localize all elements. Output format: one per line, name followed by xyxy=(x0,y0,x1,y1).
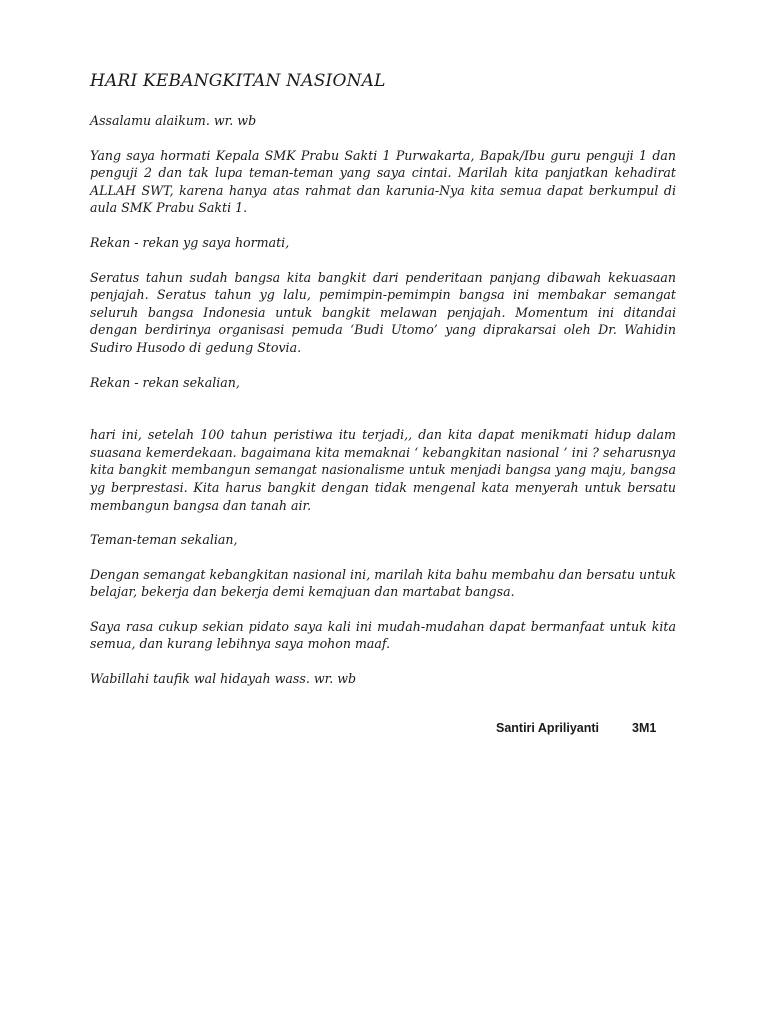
paragraph-address-1: Rekan - rekan yg saya hormati, xyxy=(90,234,290,250)
paragraph-closing: Saya rasa cukup sekian pidato saya kali ini mudah-mudahan dapat bermanfaat untuk kita semua, dan kurang lebihnya saya mohon maaf. xyxy=(90,618,676,652)
paragraph-address-2: Rekan - rekan sekalian, xyxy=(90,374,240,390)
paragraph-farewell: Wabillahi taufik wal hidayah wass. wr. wb xyxy=(90,671,357,687)
paragraph-today: hari ini, setelah 100 tahun peristiwa itu terjadi,, dan kita dapat menikmati hidup dalam suasana kemerdekaan. bagaimana kita memaknai ‘ kebangkitan nasional ’ ini ? seharusnya kita bangkit membangun semangat nasionalisme untuk menjadi bangsa yang maju, bangsa yg berprestasi. Kita harus bangkit dengan tidak mengenal kata menyerah untuk bersatu membangun bangsa dan tanah air. xyxy=(90,427,676,513)
speech-body xyxy=(90,71,676,705)
paragraph-call-to-action: Dengan semangat kebangkitan nasional ini, marilah kita bahu membahu dan bersatu untuk belajar, bekerja dan bekerja demi kemajuan dan martabat bangsa. xyxy=(90,566,676,600)
paragraph-opening: Yang saya hormati Kepala SMK Prabu Sakti 1 Purwakarta, Bapak/Ibu guru penguji 1 dan penguji 2 dan tak lupa teman-teman yang saya cintai. Marilah kita panjatkan kehadirat ALLAH SWT, karena hanya atas rahmat dan karunia-Nya kita semua dapat berkumpul di aula SMK Prabu Sakti 1. xyxy=(90,147,676,216)
paragraph-address-3: Teman-teman sekalian, xyxy=(90,532,238,548)
signature-class: 3M1 xyxy=(632,721,657,735)
paragraph-history: Seratus tahun sudah bangsa kita bangkit dari penderitaan panjang dibawah kekuasaan penjajah. Seratus tahun yg lalu, pemimpin-pemimpin bangsa ini membakar semangat seluruh bangsa Indonesia untuk bangkit melawan penjajah. Momentum ini ditandai dengan berdirinya organisasi pemuda ‘Budi Utomo’ yang diprakarsai oleh Dr. Wahidin Sudiro Husodo di gedung Stovia. xyxy=(90,269,676,355)
document-title: HARI KEBANGKITAN NASIONAL xyxy=(90,71,386,91)
greeting: Assalamu alaikum. wr. wb xyxy=(90,113,257,128)
signature-name: Santiri Apriliyanti xyxy=(496,721,600,735)
